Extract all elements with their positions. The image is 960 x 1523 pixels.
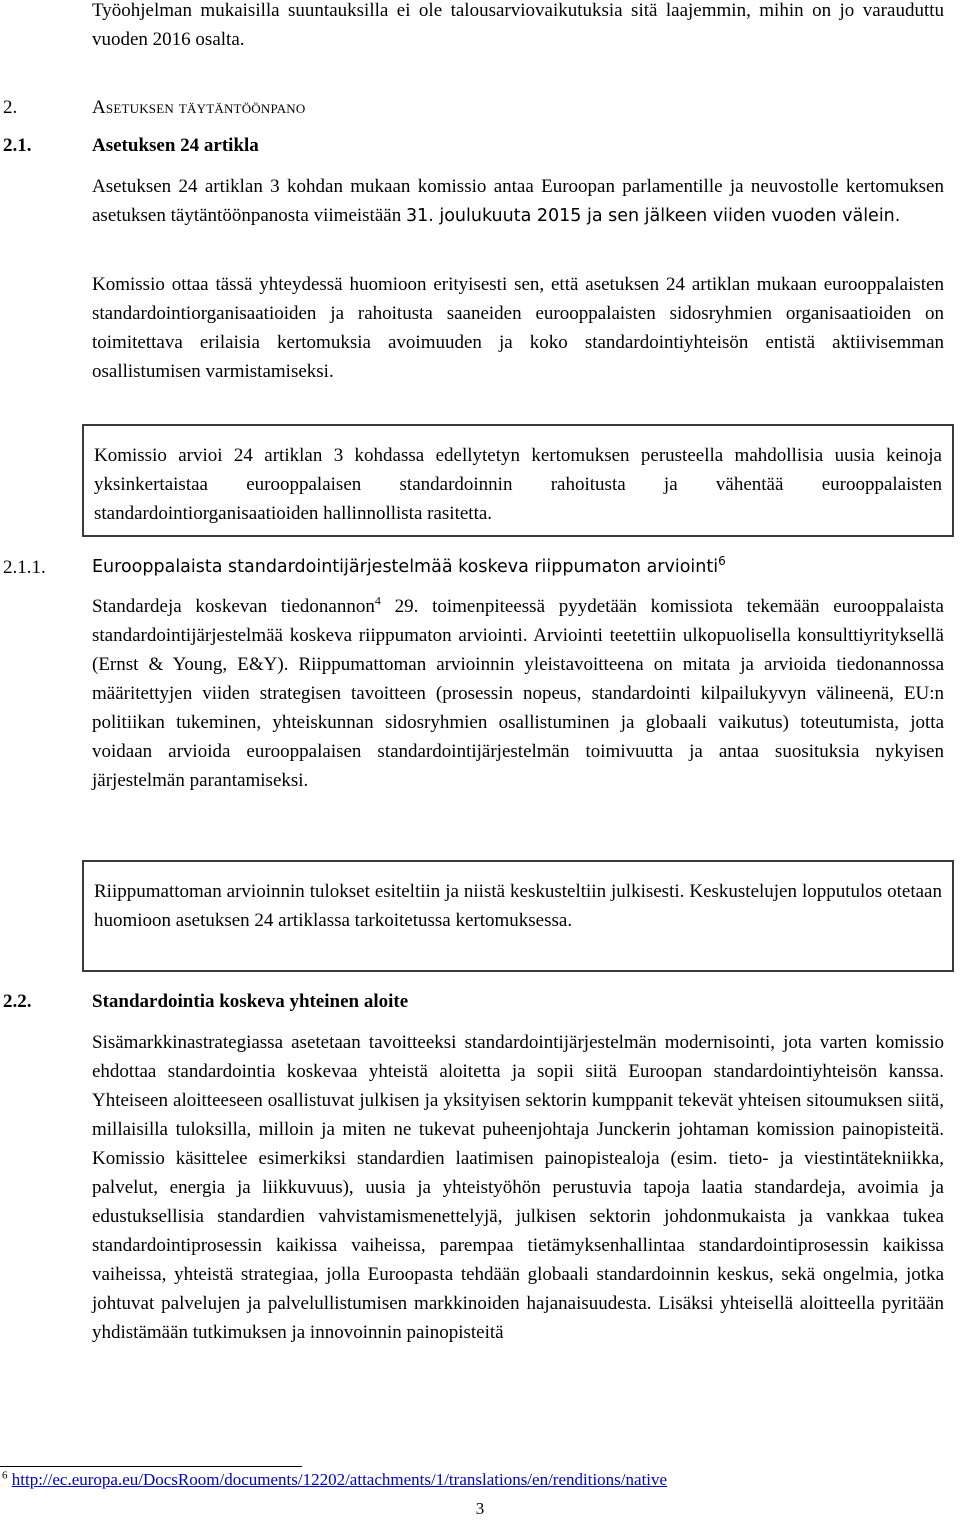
paragraph-reports <box>92 270 944 386</box>
section-2-number: 2. <box>3 97 18 118</box>
intro-paragraph <box>92 0 944 54</box>
paragraph-joint-initiative-text: Sisämarkkinastrategiassa asetetaan tavoitteeksi standardointijärjestelmän modernisointi, jota varten komissio ehdottaa standardointia koskevaa yhteistä aloitetta ja sopii siitä Euroopan standardointiyhteisön kanssa. Yhteiseen aloitteeseen osallistuvat julkisen ja yksityisen sektorin kumppanit tekevät yhteisen sitoumuksen siitä, millaisilla tuloksilla, milloin ja miten ne tukevat puheenjohtaja Junckerin johtaman komission painopisteitä. Komissio käsittelee esimerkiksi standardien laatimisen painopistealoja (esim. tieto- ja viestintätekniikka, palvelut, energia ja liikkuvuus), uusia ja yhteistyöhön perustuvia tapoja laatia standardeja, avoimia ja edustuksellisia standardien vahvistamismenettelyjä, julkisen sektorin johdonmukaista ja vankkaa tukea standardointiprosessin kaikissa vaiheissa, parempaa tietämyksenhallintaa standardointiprosessin kaikissa vaiheissa, yhteistä strategiaa, jolla Euroopasta tehdään globaali standardoinnin keskus, sekä ongelmia, jotka johtuvat palvelujen ja palvelullistumisen markkinoiden hajanaisuudesta. Lisäksi yhteisellä aloitteella pyritään yhdistämään tutkimuksen ja innovoinnin painopisteitä <box>92 1032 944 1343</box>
section-2-1-number: 2.1. <box>3 135 32 156</box>
section-2-1-1-title <box>92 553 726 582</box>
section-2-title: Asetuksen täytäntöönpano <box>92 97 306 118</box>
section-2-1-title: Asetuksen 24 artikla <box>92 135 259 156</box>
footnote-ref-6[interactable]: 6 <box>718 554 726 569</box>
boxed-commitment-1-text: Komissio arvioi 24 artiklan 3 kohdassa edellytetyn kertomuksen perusteella mahdollisia uusia keinoja yksinkertaistaa eurooppalaisen standardoinnin rahoitusta ja vähentää eurooppalaisten standardointiorganisaatioiden hallinnollista rasitetta. <box>94 445 942 524</box>
boxed-commitment-1 <box>82 424 954 537</box>
boxed-commitment-2 <box>82 860 954 972</box>
paragraph-joint-initiative <box>92 1028 944 1347</box>
section-2-2-title: Standardointia koskeva yhteinen aloite <box>92 991 409 1012</box>
footnote-ref-4[interactable]: 4 <box>374 593 381 608</box>
intro-text: Työohjelman mukaisilla suuntauksilla ei ole talousarviovaikutuksia sitä laajemmin, mihin on jo varauduttu vuoden 2016 osalta. <box>92 0 944 50</box>
page-number: 3 <box>475 1499 485 1518</box>
paragraph-article-24-tail: 31. joulukuuta 2015 ja sen jälkeen viiden vuoden välein. <box>405 206 901 226</box>
paragraph-evaluation <box>92 592 944 795</box>
footnote-6-number: 6 <box>2 1469 8 1482</box>
section-2-1-1-title-text: Eurooppalaista standardointijärjestelmää koskeva riippumaton arviointi <box>92 557 719 577</box>
footnote-separator <box>0 1466 302 1467</box>
paragraph-evaluation-part2: 29. toimenpiteessä pyydetään komissiota tekemään eurooppalaista standardointijärjestelmää koskeva riippumaton arviointi. Arviointi teetettiin ulkopuolisella konsulttiyrityksellä (Ernst & Young, E&Y). Riippumattoman arvioinnin yleistavoitteena on mitata ja arvioida tiedonannossa määritettyjen viiden strategisen tavoitteen (prosessin nopeus, standardointi kilpailukyvyn välineenä, EU:n politiikan tukeminen, yhteiskunnan sidosryhmien osallistuminen ja globaali vaikutus) toteutumista, jotta voidaan arvioida eurooppalaisen standardointijärjestelmän toimivuutta ja antaa suosituksia nykyisen järjestelmän parantamiseksi. <box>92 596 944 791</box>
boxed-commitment-2-text: Riippumattoman arvioinnin tulokset esiteltiin ja niistä keskusteltiin julkisesti. Keskustelujen lopputulos otetaan huomioon asetuksen 24 artiklassa tarkoitetussa kertomuksessa. <box>94 881 942 931</box>
paragraph-evaluation-part1: Standardeja koskevan tiedonannon <box>92 596 375 617</box>
paragraph-reports-text: Komissio ottaa tässä yhteydessä huomioon erityisesti sen, että asetuksen 24 artiklan mukaan eurooppalaisten standardointiorganisaatioiden ja rahoitusta saaneiden eurooppalaisten sidosryhmien organisaatioiden on toimitettava erilaisia kertomuksia avoimuuden ja koko standardointiyhteisön entistä aktiivisemman osallistumisen varmistamiseksi. <box>92 274 944 382</box>
footnote-6 <box>2 1468 667 1492</box>
paragraph-article-24-lead: Asetuksen 24 artiklan 3 kohdan mukaan komissio antaa Euroopan parlamentille ja neuvostolle kertomuksen asetuksen täytäntöönpanosta viimeistään <box>92 176 944 226</box>
footnote-6-link[interactable]: http://ec.europa.eu/DocsRoom/documents/12202/attachments/1/translations/en/renditions/native <box>11 1470 668 1489</box>
section-2-1-1-number: 2.1.1. <box>3 557 46 578</box>
paragraph-article-24 <box>92 172 944 231</box>
section-2-2-number: 2.2. <box>3 991 32 1012</box>
